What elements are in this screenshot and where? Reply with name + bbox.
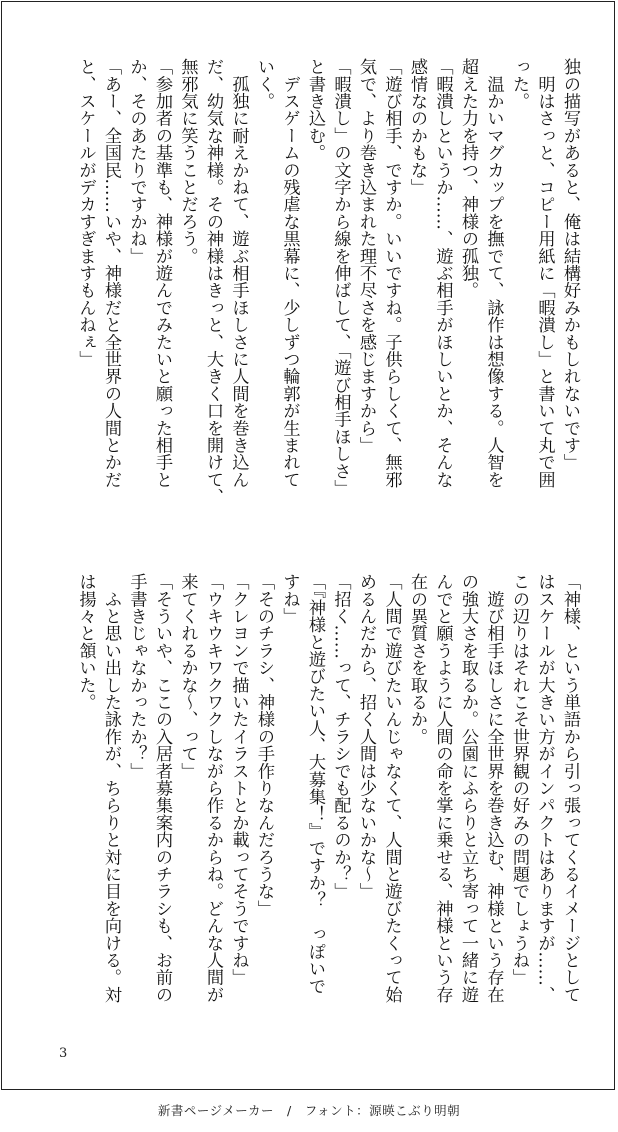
text-line: 「暇潰し」の文字から線を伸ばして、「遊び相手ほしさ」 bbox=[330, 58, 351, 497]
text-line: 明はさっと、コピー用紙に「暇潰し」と書いて丸で囲 bbox=[534, 58, 555, 488]
text-line: の強大さを取るか。公園にふらりと立ち寄って一緒に遊 bbox=[458, 573, 478, 1003]
text-line: 温かいマグカップを撫でて、詠作は想像する。人智を bbox=[483, 58, 504, 488]
text-line: 「クレヨンで描いたイラストとか載ってそうですね」 bbox=[228, 573, 249, 986]
text-line: 「神様、という単語から引っ張ってくるイメージとして bbox=[560, 573, 580, 1003]
text-line: 「招く……って、チラシでも配るのか？」 bbox=[330, 573, 351, 900]
text-line: 「参加者の基準も、神様が遊んでみたいと願った相手と bbox=[152, 58, 172, 488]
text-line: 気で、より巻き込まれた理不尽さを感じますから」 bbox=[356, 58, 376, 454]
text-line: 無邪気に笑うことだろう。 bbox=[177, 58, 198, 265]
text-line: この辺りはそれこそ世界観の好みの問題でしょうね」 bbox=[509, 573, 529, 986]
text-line: 遊び相手ほしさに全世界を巻き込む、神様という存在 bbox=[483, 573, 504, 1003]
text-line: った。 bbox=[509, 58, 529, 110]
text-column-top bbox=[42, 58, 582, 524]
text-line: んでと願うように人間の命を掌に乗せる、神様という存 bbox=[432, 573, 453, 1003]
text-line: デスゲームの残虐な黒幕に、少しずつ輪郭が生まれて bbox=[279, 58, 300, 488]
text-line: 「人間で遊びたいんじゃなくて、人間と遊びたくって始 bbox=[381, 573, 402, 1003]
text-line: 「『神様と遊びたい人、大募集！』ですか？ っぽいで bbox=[305, 573, 325, 995]
text-line: 「ウキウキワクワクしながら作るからね。どんな人間が bbox=[203, 573, 223, 1003]
text-line: か、そのあたりですかね」 bbox=[126, 58, 147, 265]
footer-credit: 新書ページメーカー / フォント：源暎こぶり明朝 bbox=[157, 1103, 461, 1118]
text-line: 「そういや、ここの入居者募集案内のチラシも、お前の bbox=[152, 573, 172, 1003]
text-line: ふと思い出した詠作が、ちらりと対に目を向ける。対 bbox=[101, 573, 121, 1003]
text-line: はスケールが大きい方がインパクトはありますが……、 bbox=[534, 573, 555, 1003]
text-line: 超えた力を持つ、神様の孤独。 bbox=[458, 58, 478, 299]
text-line: 手書きじゃなかったか？」 bbox=[126, 573, 147, 780]
text-line: だ、幼気な神様。その神様はきっと、大きく口を開けて、 bbox=[203, 58, 223, 506]
text-line: 「遊び相手、ですか。いいですね。子供らしくて、無邪 bbox=[381, 58, 402, 488]
text-line: 感情なのかもな」 bbox=[407, 58, 427, 196]
text-line: 独の描写があると、俺は結構好みかもしれないです」 bbox=[560, 58, 580, 471]
text-line: 孤独に耐えかねて、遊ぶ相手ほしさに人間を巻き込ん bbox=[228, 58, 249, 488]
text-line: 「あー、全国民……いや、神様だと全世界の人間とかだ bbox=[101, 58, 121, 488]
text-column-bottom bbox=[42, 573, 582, 1039]
text-line: と書き込む。 bbox=[305, 58, 325, 162]
text-line: 「暇潰しというか……、遊ぶ相手がほしいとか、そんな bbox=[432, 58, 453, 488]
page-frame bbox=[1, 1, 615, 1090]
text-line: すね」 bbox=[279, 573, 300, 625]
text-line: 在の異質さを取るか。 bbox=[407, 573, 427, 745]
text-line: めるんだから、招く人間は少ないかな〜」 bbox=[356, 573, 376, 900]
text-line: と、スケールがデカすぎますもんねぇ」 bbox=[75, 58, 96, 368]
text-line: は揚々と頷いた。 bbox=[75, 573, 96, 711]
text-line: 来てくれるかな〜、って」 bbox=[177, 573, 198, 780]
page-number: 3 bbox=[59, 1046, 68, 1061]
text-line: いく。 bbox=[254, 58, 274, 110]
text-line: 「そのチラシ、神様の手作りなんだろうな」 bbox=[254, 573, 274, 917]
